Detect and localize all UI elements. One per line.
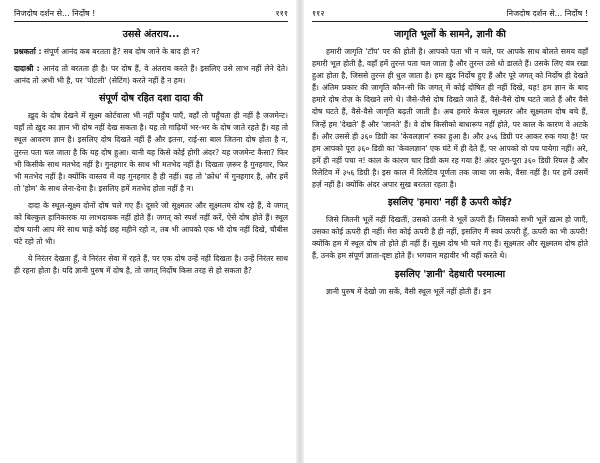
question-text: संपूर्ण आनंद कब बरतता है? सब दोष जाने के बाद ही न? — [43, 47, 200, 56]
answer-text: आनंद तो बरतता ही है। पर दोष हैं, वे अंतराय करते हैं। इसलिए उसे लाभ नहीं लेने देते। आनंद तो अभी भी है, पर 'पोटली' (सेटिंग) करते नहीं है न हम। — [14, 64, 289, 86]
question-paragraph — [14, 46, 288, 58]
running-header — [312, 8, 588, 22]
answer-paragraph — [14, 63, 288, 87]
body-paragraph: ख़ुद के दोष देखने में सूक्ष्म कोर्टवाला भी नहीं पहुँच पाएँ, वहाँ तो पहुँचता ही नहीं है जजमेन्ट। वहाँ तो ख़ुद का ज्ञान भी दोष नहीं देख सकता है। यह तो गाढ़ियों भर-भर के दोष जाते रहते हैं। यह तो स्थूल आवरण ज्ञान है। इसलिए दोष दिखते नहीं हैं और इतना, राई-सा बाल जितना दोष होता है न, तुरन्त पता चल जाता है कि यह दोष हुआ। यानी यह किसे कोई होगी अंदर? यह जजमेन्ट कैसा? फिर भी किसीके साथ मतभेद नहीं है। गुनहगार के साथ भी मतभेद नहीं है। दिखता ज़रूर है गुनहगार, फिर भी मतभेद नहीं है। क्योंकि वास्तव में वह गुनहगार है ही नहीं। वह तो 'क्रोध' में गुनहगार है, और हमें तो 'होम' के साथ लेना-देना है। इसलिए हमें मतभेद होता नहीं है न। — [14, 111, 288, 193]
body-paragraph: ये निरंतर देखता हूँ, वे निरंतर सेवा में रहते हैं, पर एक दोष उन्हें नहीं दिखता है। उन्हें निरंतर साथ ही रहना होता है। यदि ज्ञानी पुरुष में दोष है, तो जगत् निर्दोष किस तरह से हो सकता है? — [14, 254, 288, 276]
body-paragraph: दादा के स्थूल-सूक्ष्म दोनों दोष चले गए हैं। दूसरे जो सूक्ष्मतर और सूक्ष्मतम दोष रहे हैं, वे जगत् को बिल्कुल हानिकारक या लाभदायक नहीं होते हैं। जगत् को स्पर्श नहीं करें, ऐसे दोष होते हैं। स्थूल दोष यानी आप मेरे साथ चाहे कोई छह महीने रहो न, तब भी आपको एक भी दोष नहीं दिखे, चौबीस घंटे रहो तो भी। — [14, 200, 288, 247]
section-heading: इसलिए 'ज्ञानी' देहधारी परमात्मा — [394, 268, 506, 280]
header-title: निजदोष दर्शन से... निर्दोष ! — [14, 9, 96, 18]
running-header — [14, 8, 288, 22]
book-gutter — [296, 0, 304, 463]
page-number: १११ — [275, 9, 288, 18]
questioner-label: प्रश्नकर्ता : — [14, 47, 42, 56]
body-paragraph: हमारी जागृति 'टॉप' पर की होती है। आपको पता भी न चले, पर आपके साथ बोलते समय वहाँ हमारी भूल होती है, वहाँ हमें तुरन्त पता चल जाता है और तुरन्त उसे धो डालते हैं। उसके लिए यंत्र रखा हुआ होता है, जिससे तुरन्त ही धुल जाता है। हम ख़ुद निर्दोष हुए हैं और पूरे जगत् को निर्दोष ही देखते हैं। अंतिम प्रकार की जागृति कौन-सी कि जगत् में कोई दोषित ही नहीं दिखे, यह! हम ज्ञान के बाद हमारे दोष रोज़ के दिखने लगे थे। जैसे-जैसे दोष दिखते जाते हैं, वैसे-वैसे दोष घटते जाते हैं और वैसे दोष घटते हैं, वैसे-वैसे जागृति बढ़ती जाती है। अब हमारे केवल सूक्ष्मतर और सूक्ष्मतम दोष बचे हैं, जिन्हें हम 'देखते' हैं और 'जानते' हैं। वे दोष किसीको बाधारूप नहीं होते, पर काल के कारण वे अटके हैं। और उससे ही ३६० डिग्री का 'केवलज्ञान' रुका हुआ है। और ३५६ डिग्री पर आकर रुक गया है! पर हम आपको पूरा ३६० डिग्री का 'केवलज्ञान' एक घंटे में ही देते हैं, पर आपको वो पच पायेगा नहीं। अरे, हमें ही नहीं पचा न! काल के कारण चार डिग्री कम रह गया है! अंदर पूरा-पूरा ३६० डिग्री रियल है और रिलेटिव में ३५६ डिग्री है। इस काल में रिलेटिव पूर्णता तक जाया जा सके, वैसा नहीं है। पर हमें उसमें हर्ज़ नहीं है। क्योंकि अंदर अपार सुख बरतता रहता है। — [312, 47, 588, 190]
body-paragraph: ज्ञानी पुरुष में देखो जा सकें, वैसी स्थूल भूलें नहीं होती हैं। इन — [326, 286, 491, 296]
page-number: ११२ — [312, 9, 325, 18]
header-title: निजदोष दर्शन से... निर्दोष ! — [506, 9, 588, 18]
right-page — [304, 0, 600, 463]
section-heading: जागृति भूलों के सामने, ज्ञानी की — [394, 29, 506, 40]
section-heading: इसलिए 'हमारा' नहीं है ऊपरी कोई? — [387, 197, 513, 209]
section-heading: उससे अंतराय... — [122, 29, 180, 40]
body-paragraph: जिसे जितनी भूलें नहीं दिखतीं, उसको उतनी वे भूलें ऊपरी हैं। जिसको सभी भूलें ख़त्म हो जाएँ, उसका कोई ऊपरी ही नहीं। मेरा कोई ऊपरी है ही नहीं, इसलिए मैं स्वयं ऊपरी हूँ, ऊपरी का भी ऊपरी! क्योंकि हम में स्थूल दोष तो होते ही नहीं हैं। सूक्ष्म दोष भी चले गए हैं। सूक्ष्मतर और सूक्ष्मतम दोष होते हैं, उनके हम संपूर्ण ज्ञाता-दृष्टा होते हैं। भगवान महावीर भी वहीं करते थे। — [312, 215, 588, 261]
dadashri-label: दादाश्री : — [14, 64, 40, 74]
section-heading: संपूर्ण दोष रहित दशा दादा की — [99, 93, 203, 105]
left-page — [0, 0, 296, 463]
